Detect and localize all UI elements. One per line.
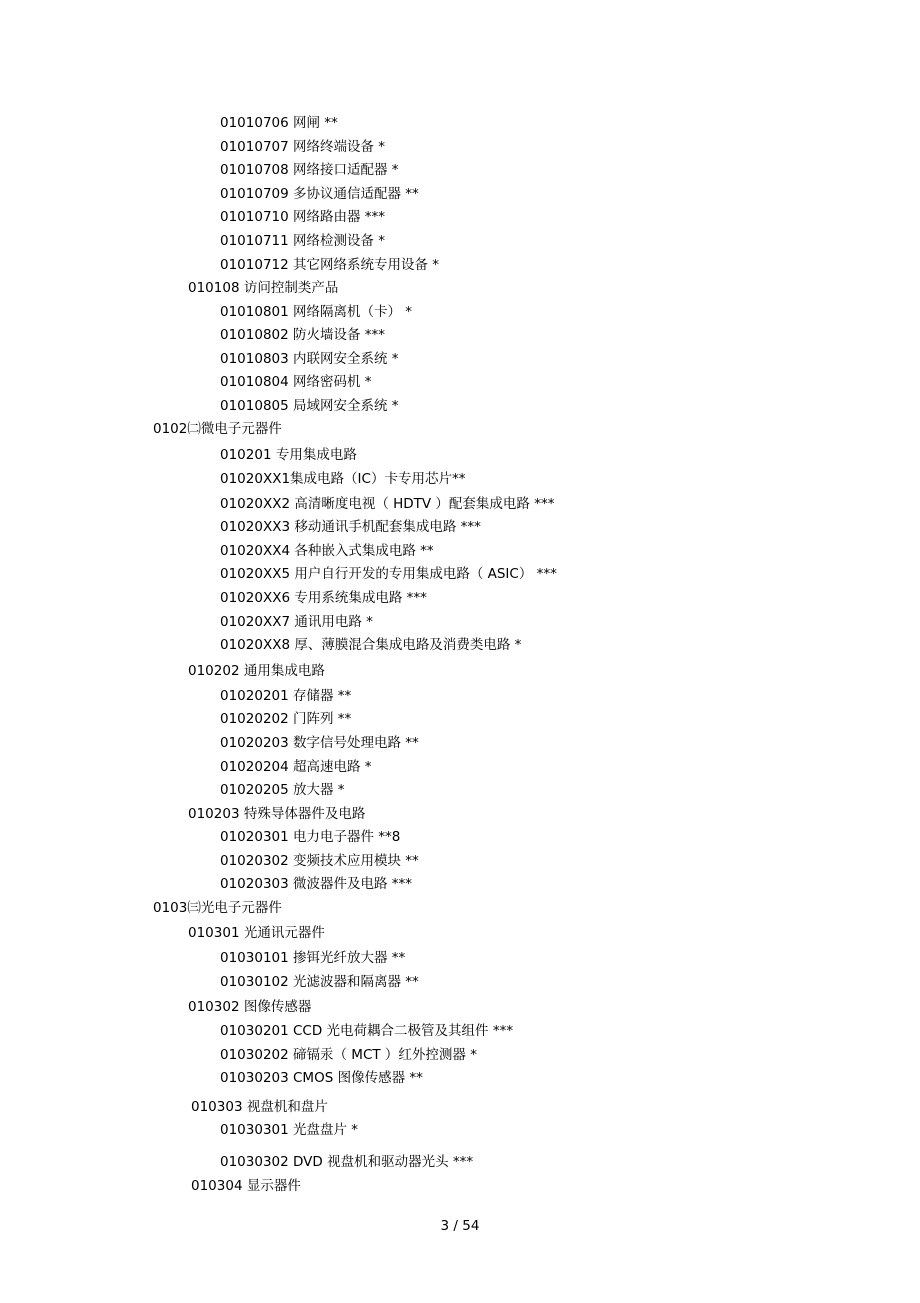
list-item: 01010803 内联网安全系统 * bbox=[220, 351, 399, 367]
list-item: 01010804 网络密码机 * bbox=[220, 374, 372, 390]
list-item: 01030203 CMOS 图像传感器 ** bbox=[220, 1070, 423, 1086]
list-item: 01020XX3 移动通讯手机配套集成电路 *** bbox=[220, 519, 481, 535]
list-item: 01020XX5 用户自行开发的专用集成电路（ ASIC） *** bbox=[220, 566, 557, 582]
list-item: 01020201 存储器 ** bbox=[220, 688, 352, 704]
list-item: 01020XX6 专用系统集成电路 *** bbox=[220, 590, 427, 606]
list-item: 01020203 数字信号处理电路 ** bbox=[220, 735, 419, 751]
list-item: 01030302 DVD 视盘机和驱动器光头 *** bbox=[220, 1154, 474, 1170]
list-item: 01020303 微波器件及电路 *** bbox=[220, 876, 413, 892]
list-item: 01010706 网闸 ** bbox=[220, 115, 338, 131]
list-item: 01020202 门阵列 ** bbox=[220, 711, 352, 727]
list-item: 01020XX2 高清晰度电视（ HDTV ）配套集成电路 *** bbox=[220, 496, 555, 512]
list-item: 01010802 防火墙设备 *** bbox=[220, 327, 386, 343]
list-item: 01030201 CCD 光电荷耦合二极管及其组件 *** bbox=[220, 1023, 514, 1039]
subcategory-heading: 010302 图像传感器 bbox=[188, 999, 312, 1015]
list-item: 01020302 变频技术应用模块 ** bbox=[220, 853, 419, 869]
subcategory-heading: 010203 特殊导体器件及电路 bbox=[188, 806, 366, 822]
list-item: 01010710 网络路由器 *** bbox=[220, 209, 386, 225]
list-item: 01020XX1集成电路（IC）卡专用芯片** bbox=[220, 471, 466, 487]
list-item: 01030102 光滤波器和隔离器 ** bbox=[220, 974, 419, 990]
list-item: 01010712 其它网络系统专用设备 * bbox=[220, 257, 440, 273]
list-item: 01020204 超高速电路 * bbox=[220, 759, 372, 775]
list-item: 01010805 局域网安全系统 * bbox=[220, 398, 399, 414]
list-item: 01010801 网络隔离机（卡） * bbox=[220, 304, 413, 320]
subcategory-heading: 010202 通用集成电路 bbox=[188, 663, 325, 679]
page-number: 3 / 54 bbox=[440, 1218, 480, 1234]
subcategory-heading: 010108 访问控制类产品 bbox=[188, 280, 339, 296]
subcategory-heading: 010304 显示器件 bbox=[191, 1178, 301, 1194]
list-item: 01020XX7 通讯用电路 * bbox=[220, 614, 373, 630]
list-item: 01030101 掺铒光纤放大器 ** bbox=[220, 950, 406, 966]
list-item: 01010709 多协议通信适配器 ** bbox=[220, 186, 419, 202]
list-item: 01020XX4 各种嵌入式集成电路 ** bbox=[220, 543, 434, 559]
list-item: 01010708 网络接口适配器 * bbox=[220, 162, 399, 178]
list-item: 01020205 放大器 * bbox=[220, 782, 345, 798]
list-item: 01030301 光盘盘片 * bbox=[220, 1122, 359, 1138]
category-heading: 0103㈢光电子元器件 bbox=[153, 900, 282, 916]
list-item: 01020301 电力电子器件 **8 bbox=[220, 829, 401, 845]
list-item: 01030202 碲镉汞（ MCT ）红外控测器 * bbox=[220, 1047, 477, 1063]
list-item: 01010707 网络终端设备 * bbox=[220, 139, 386, 155]
subcategory-heading: 010301 光通讯元器件 bbox=[188, 925, 325, 941]
subcategory-heading: 010303 视盘机和盘片 bbox=[191, 1099, 328, 1115]
list-item: 010201 专用集成电路 bbox=[220, 447, 357, 463]
category-heading: 0102㈡微电子元器件 bbox=[153, 421, 282, 437]
list-item: 01020XX8 厚、薄膜混合集成电路及消费类电路 * bbox=[220, 637, 522, 653]
list-item: 01010711 网络检测设备 * bbox=[220, 233, 386, 249]
